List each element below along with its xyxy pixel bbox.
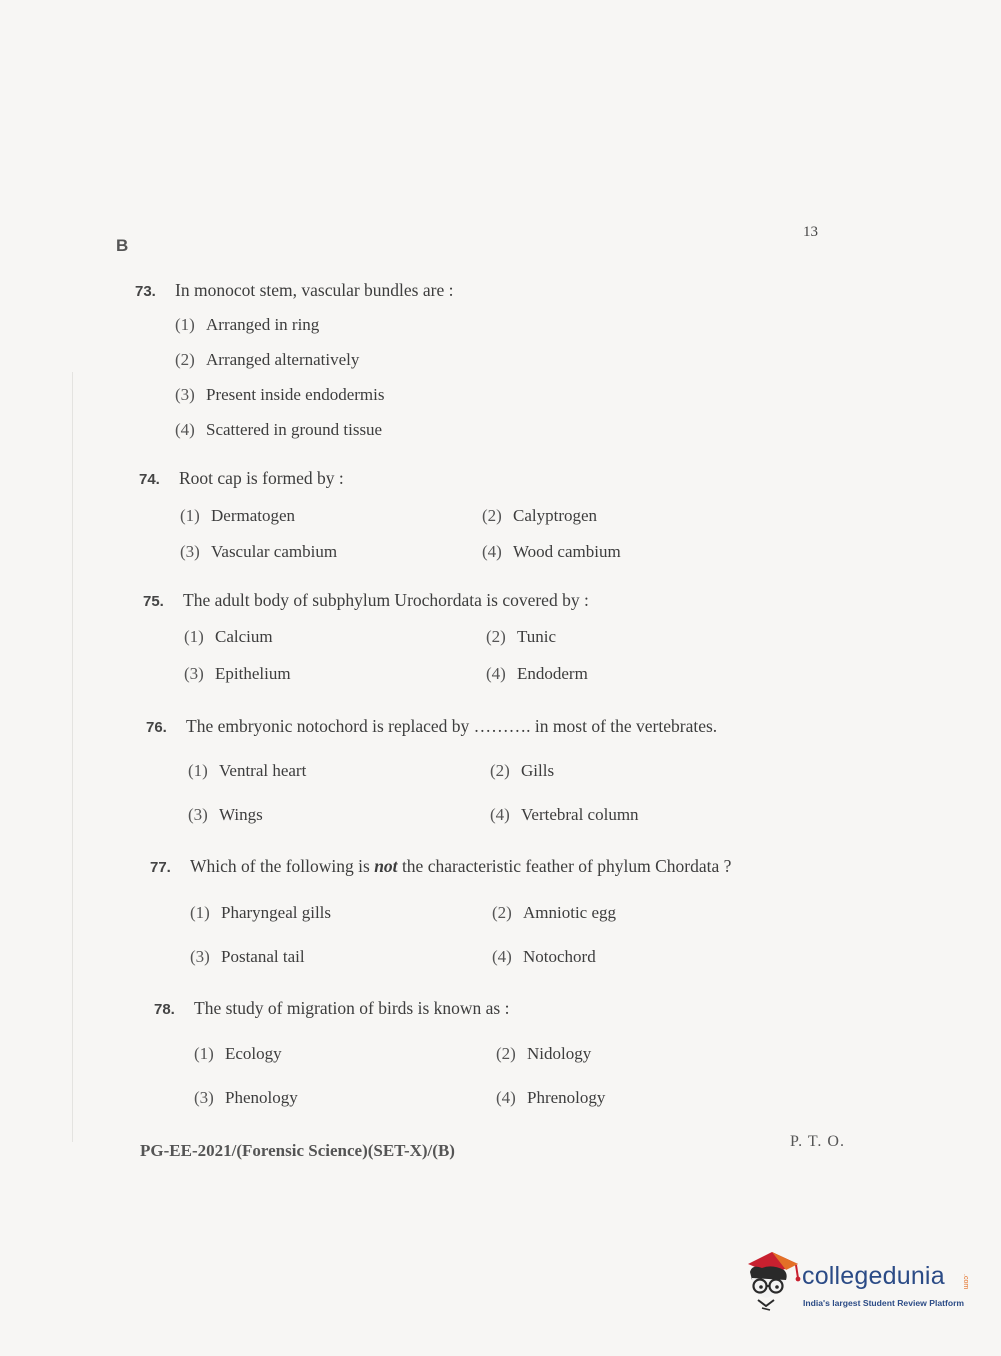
question-76 [146, 716, 750, 825]
option-4: (4) Phrenology [496, 1088, 606, 1107]
options-list [175, 315, 453, 440]
option-3: (3) Postanal tail [190, 947, 305, 966]
option-3: (3) Present inside endodermis [175, 385, 385, 404]
option-1: (1) Ventral heart [188, 761, 307, 780]
question-text: In monocot stem, vascular bundles are : [175, 280, 454, 300]
question-text: The study of migration of birds is known as : [194, 998, 510, 1018]
option-3: (3) Wings [188, 805, 263, 824]
option-1: (1) Arranged in ring [175, 315, 320, 334]
question-78 [154, 998, 756, 1108]
question-stem [146, 716, 750, 737]
option-1: (1) Calcium [184, 627, 273, 646]
options-grid [184, 627, 746, 684]
set-letter: B [116, 236, 129, 255]
question-stem [143, 590, 746, 611]
paper-code: PG-EE-2021/(Forensic Science)(SET-X)/(B) [140, 1141, 455, 1160]
question-73 [135, 280, 453, 440]
option-4: (4) Vertebral column [490, 805, 639, 824]
option-3: (3) Phenology [194, 1088, 298, 1107]
emphasis-not: not [374, 856, 398, 876]
question-stem [154, 998, 756, 1019]
scan-margin-line [72, 372, 73, 1142]
option-3: (3) Epithelium [184, 664, 291, 683]
page-number: 13 [803, 224, 818, 240]
options-grid [190, 903, 752, 967]
option-2: (2) Gills [490, 761, 555, 780]
option-2: (2) Calyptrogen [482, 506, 598, 525]
option-4: (4) Notochord [492, 947, 596, 966]
question-stem [135, 280, 453, 301]
logo-tagline: India's largest Student Review Platform [803, 1298, 965, 1308]
question-text: The adult body of subphylum Urochordata is covered by : [183, 590, 589, 610]
option-4: (4) Endoderm [486, 664, 588, 683]
question-number: 73. [135, 283, 156, 300]
options-grid [188, 761, 750, 825]
question-number: 77. [150, 859, 171, 876]
option-2: (2) Amniotic egg [492, 903, 617, 922]
option-3: (3) Vascular cambium [180, 542, 338, 561]
option-4: (4) Scattered in ground tissue [175, 420, 383, 439]
option-1: (1) Ecology [194, 1044, 282, 1063]
mascot-icon [742, 1248, 802, 1314]
option-2: (2) Tunic [486, 627, 557, 646]
option-2: (2) Nidology [496, 1044, 592, 1063]
question-75 [143, 590, 746, 684]
option-1: (1) Dermatogen [180, 506, 296, 525]
option-2: (2) Arranged alternatively [175, 350, 360, 369]
question-stem [150, 856, 752, 877]
option-1: (1) Pharyngeal gills [190, 903, 332, 922]
question-text: The embryonic notochord is replaced by ………. in most of the vertebrates. [186, 716, 718, 736]
options-grid [180, 506, 742, 562]
question-text: Which of the following is not the characteristic feather of phylum Chordata ? [190, 856, 732, 876]
question-number: 78. [154, 1001, 175, 1018]
option-4: (4) Wood cambium [482, 542, 621, 561]
question-77 [150, 856, 752, 967]
question-number: 76. [146, 719, 167, 736]
options-grid [194, 1044, 756, 1108]
question-74 [139, 468, 742, 562]
logo-wordmark: collegedunia [802, 1262, 945, 1290]
collegedunia-logo [742, 1248, 982, 1318]
logo-domain: .com [962, 1274, 969, 1290]
question-number: 74. [139, 471, 160, 488]
question-text: Root cap is formed by : [179, 468, 344, 488]
question-number: 75. [143, 593, 164, 610]
please-turn-over: P. T. O. [790, 1133, 845, 1150]
question-stem [139, 468, 742, 489]
